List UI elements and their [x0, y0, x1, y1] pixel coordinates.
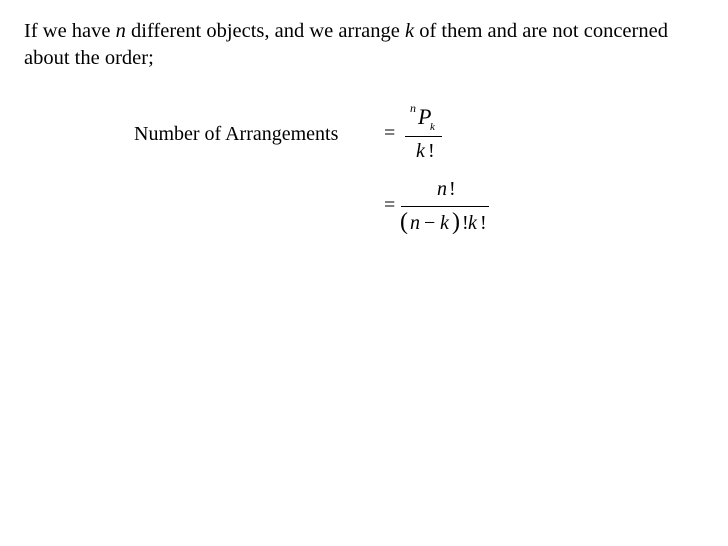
- denominator-factorial: !: [428, 140, 435, 162]
- arrangements-label: Number of Arrangements: [134, 123, 339, 145]
- factorial-2: !: [480, 212, 487, 234]
- denominator-k-1: k: [440, 212, 449, 234]
- permutation-p: P: [418, 104, 432, 129]
- denominator-k-2: k: [468, 212, 477, 234]
- superscript-n: n: [410, 101, 416, 115]
- open-paren: (: [400, 209, 408, 235]
- fraction-bar-2: [401, 206, 489, 207]
- denominator-n: n: [410, 212, 420, 234]
- intro-part1: If we have: [24, 20, 116, 42]
- numerator-n: n: [437, 178, 447, 200]
- close-paren: ): [452, 209, 460, 235]
- equals-sign-2: =: [384, 194, 396, 216]
- fraction-bar: [405, 136, 442, 137]
- intro-part3: of them and are not concerned about the order;: [24, 20, 668, 69]
- variable-n: n: [115, 20, 126, 42]
- factorial-1: !: [462, 212, 469, 234]
- subscript-k: k: [430, 121, 435, 133]
- minus-sign: −: [424, 212, 436, 234]
- variable-k: k: [404, 20, 415, 42]
- intro-text: [24, 18, 714, 72]
- denominator-k: k: [416, 140, 425, 162]
- equals-sign: =: [384, 122, 396, 144]
- intro-part2: different objects, and we arrange: [125, 20, 405, 42]
- numerator-factorial: !: [449, 178, 456, 200]
